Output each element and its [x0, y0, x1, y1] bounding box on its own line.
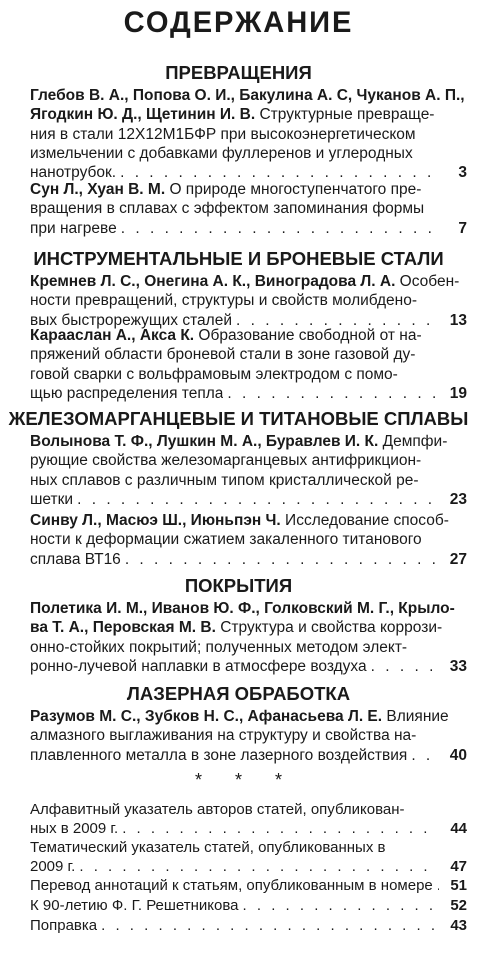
- entry-title-text: Образование свободной от на-: [194, 327, 422, 344]
- dot-leader: [75, 857, 439, 876]
- entry-title-text: ных сплавов с различным типом кристаллической ре-: [30, 471, 419, 489]
- entry-line: [30, 345, 467, 364]
- section-heading: ПОКРЫТИЯ: [184, 575, 293, 596]
- entry-title-text: рующие свойства железомарганцевых антифрикцион-: [30, 452, 422, 470]
- entry-title-text: алмазного выглаживания на структуру и свойства на-: [30, 727, 417, 745]
- entry-line: [30, 550, 467, 569]
- entry-line: [30, 530, 467, 549]
- entry-line: [30, 511, 467, 530]
- dot-leader: [118, 819, 439, 838]
- entry-title-text: нанотрубок.: [30, 164, 117, 182]
- entry-text: [30, 599, 455, 618]
- entry-line: [30, 819, 467, 838]
- entry-title-text: К 90-летию Ф. Г. Решетникова: [30, 897, 239, 914]
- entry-authors: Кремнев Л. С., Онегина А. К., Виноградова Л. А.: [30, 273, 396, 290]
- entry-title-text: шетки: [30, 490, 74, 508]
- entry-line: [30, 384, 467, 403]
- entry-line: [30, 326, 467, 345]
- entry-title-text: Структура и свойства коррози-: [215, 619, 443, 637]
- entry-authors: Синву Л., Масюэ Ш., Июньпэн Ч.: [30, 512, 281, 529]
- entry-line: [30, 451, 467, 470]
- entry-line: [30, 657, 467, 676]
- page-number: 13: [449, 311, 467, 329]
- entry-line: [30, 180, 467, 199]
- entry-authors: Разумов М. С., Зубков Н. С., Афанасьева Л. Е.: [30, 708, 383, 725]
- dot-leader: [73, 490, 439, 509]
- entry-text: [30, 530, 422, 549]
- entry-text: [30, 86, 465, 105]
- entry-line: [30, 105, 467, 124]
- entry-text: [30, 291, 417, 310]
- entry-authors: Караaслан А., Акса К.: [30, 327, 195, 344]
- section-separator: * * *: [194, 770, 283, 790]
- page-number: 52: [450, 897, 467, 914]
- entry-text: [30, 726, 416, 745]
- entry-text: [30, 819, 118, 838]
- entry-line: [30, 896, 467, 915]
- entry-text: [30, 896, 239, 915]
- page-number: 51: [450, 877, 467, 894]
- misc-entry[interactable]: [30, 876, 467, 895]
- entry-authors: ва Т. А., Перовская М. В.: [30, 619, 216, 637]
- entry-text: [30, 199, 424, 218]
- toc-entry[interactable]: [30, 707, 467, 765]
- entry-title-text: О природе многоступенчатого пре-: [165, 181, 422, 198]
- page-number: 23: [449, 490, 467, 508]
- section-heading: ПРЕВРАЩЕНИЯ: [165, 62, 312, 83]
- entry-text: [30, 857, 75, 876]
- entry-line: [30, 857, 467, 876]
- entry-text: [30, 838, 385, 857]
- entry-line: [30, 838, 467, 857]
- entry-title-text: Алфавитный указатель авторов статей, опубликован-: [30, 801, 405, 818]
- page-number: 27: [449, 550, 467, 568]
- entry-text: [30, 618, 442, 637]
- entry-line: [30, 638, 467, 657]
- toc-entry[interactable]: [30, 599, 467, 676]
- dot-leader: [97, 916, 439, 935]
- entry-text: [30, 326, 422, 345]
- page-number: 33: [449, 657, 467, 675]
- entry-title-text: Влияние: [382, 708, 449, 725]
- entry-text: [30, 471, 419, 490]
- entry-text: [30, 511, 449, 530]
- entry-line: [30, 86, 467, 105]
- entry-line: [30, 272, 467, 291]
- misc-entry[interactable]: [30, 916, 467, 935]
- entry-line: [30, 746, 467, 765]
- entry-text: [30, 365, 398, 384]
- entry-title-text: ных в 2009 г.: [30, 820, 119, 837]
- entry-text: [30, 490, 73, 509]
- entry-text: [30, 125, 416, 144]
- misc-entry[interactable]: [30, 838, 467, 876]
- entry-text: [30, 384, 223, 403]
- entry-title-text: онно-стойких покрытий; полученных методом элект-: [30, 638, 408, 656]
- entry-line: [30, 144, 467, 163]
- entry-title-text: щью распределения тепла: [30, 384, 224, 402]
- entry-line: [30, 726, 467, 745]
- entry-authors: Ягодкин Ю. Д., Щетинин И. В.: [30, 106, 256, 124]
- entry-text: [30, 451, 421, 470]
- entry-title-text: сплава ВТ16: [30, 550, 121, 568]
- entry-title-text: ности превращений, структуры и свойств молибдено-: [30, 292, 417, 310]
- entry-title-text: ронно-лучевой наплавки в атмосфере воздуха: [30, 657, 367, 675]
- entry-title-text: Поправка: [30, 917, 98, 934]
- entry-line: [30, 876, 467, 895]
- entry-text: [30, 105, 434, 124]
- entry-text: [30, 800, 405, 819]
- entry-line: [30, 471, 467, 490]
- page-number: 44: [450, 820, 467, 837]
- section-heading: ЖЕЛЕЗОМАРГАНЦЕВЫЕ И ТИТАНОВЫЕ СПЛАВЫ: [8, 408, 469, 429]
- page-number: 3: [458, 164, 467, 182]
- entry-authors: Глебов В. А., Попова О. И., Бакулина А. С, Чуканов А. П.,: [30, 87, 465, 104]
- page-number: 19: [449, 384, 467, 402]
- page-number: 47: [450, 858, 467, 875]
- entry-line: [30, 365, 467, 384]
- dot-leader: [367, 657, 439, 676]
- misc-entry[interactable]: [30, 896, 467, 915]
- entry-text: [30, 345, 415, 364]
- entry-line: [30, 432, 467, 451]
- entry-line: [30, 125, 467, 144]
- entry-title-text: пряжений области броневой стали в зоне газовой ду-: [30, 346, 416, 364]
- entry-authors: Сун Л., Хуан В. М.: [30, 181, 166, 198]
- toc-entry[interactable]: [30, 432, 467, 509]
- entry-line: [30, 916, 467, 935]
- entry-text: [30, 180, 421, 199]
- entry-title-text: Исследование способ-: [280, 512, 449, 529]
- entry-text: [30, 219, 117, 238]
- section-heading: ИНСТРУМЕНТАЛЬНЫЕ И БРОНЕВЫЕ СТАЛИ: [33, 248, 444, 269]
- entry-authors: Полетика И. М., Иванов Ю. Ф., Голковский М. Г., Крыло-: [30, 600, 455, 617]
- entry-text: [30, 638, 407, 657]
- entry-title-text: Тематический указатель статей, опубликованных в: [30, 839, 386, 856]
- entry-line: [30, 219, 467, 238]
- entry-authors: Волынова Т. Ф., Лушкин М. А., Буравлев И. К.: [30, 433, 379, 450]
- dot-leader: [407, 746, 439, 765]
- dot-leader: [239, 896, 439, 915]
- page-number: 40: [449, 746, 467, 764]
- entry-title-text: вых быстрорежущих сталей: [30, 311, 232, 329]
- dot-leader: [223, 384, 439, 403]
- entry-text: [30, 916, 97, 935]
- entry-title-text: ния в стали 12Х12М1БФР при высокоэнергетическом: [30, 125, 416, 143]
- entry-text: [30, 272, 459, 291]
- page-title: СОДЕРЖАНИЕ: [123, 6, 354, 39]
- entry-title-text: ности к деформации сжатием закаленного титанового: [30, 531, 422, 549]
- entry-text: [30, 657, 367, 676]
- toc-entry[interactable]: [30, 272, 467, 330]
- entry-text: [30, 876, 433, 895]
- entry-line: [30, 490, 467, 509]
- entry-title-text: Демпфи-: [378, 433, 448, 450]
- entry-title-text: говой сварки с вольфрамовым электродом с помо-: [30, 365, 398, 383]
- entry-line: [30, 599, 467, 618]
- entry-line: [30, 618, 467, 637]
- entry-title-text: измельчении с добавками фуллеренов и углеродных: [30, 144, 413, 162]
- toc-entry[interactable]: [30, 86, 467, 182]
- entry-title-text: 2009 г.: [30, 858, 76, 875]
- entry-line: [30, 199, 467, 218]
- entry-title-text: Особен-: [395, 273, 460, 290]
- entry-text: [30, 707, 449, 726]
- page-number: 43: [450, 917, 467, 934]
- entry-text: [30, 432, 447, 451]
- entry-line: [30, 291, 467, 310]
- entry-line: [30, 800, 467, 819]
- toc-entry[interactable]: [30, 326, 467, 403]
- toc-entry[interactable]: [30, 511, 467, 569]
- entry-text: [30, 746, 407, 765]
- dot-leader: [121, 550, 439, 569]
- entry-title-text: плавленного металла в зоне лазерного воздействия: [30, 746, 408, 764]
- entry-title-text: при нагреве: [30, 219, 117, 237]
- section-heading: ЛАЗЕРНАЯ ОБРАБОТКА: [126, 683, 351, 704]
- entry-title-text: Структурные превраще-: [255, 106, 435, 124]
- misc-entry[interactable]: [30, 800, 467, 838]
- toc-entry[interactable]: [30, 180, 467, 238]
- entry-title-text: Перевод аннотаций к статьям, опубликованным в номере: [30, 877, 433, 894]
- page-number: 7: [458, 219, 467, 237]
- dot-leader: [117, 219, 439, 238]
- entry-title-text: вращения в сплавах с эффектом запоминания формы: [30, 200, 425, 218]
- entry-text: [30, 144, 413, 163]
- entry-line: [30, 707, 467, 726]
- entry-text: [30, 550, 121, 569]
